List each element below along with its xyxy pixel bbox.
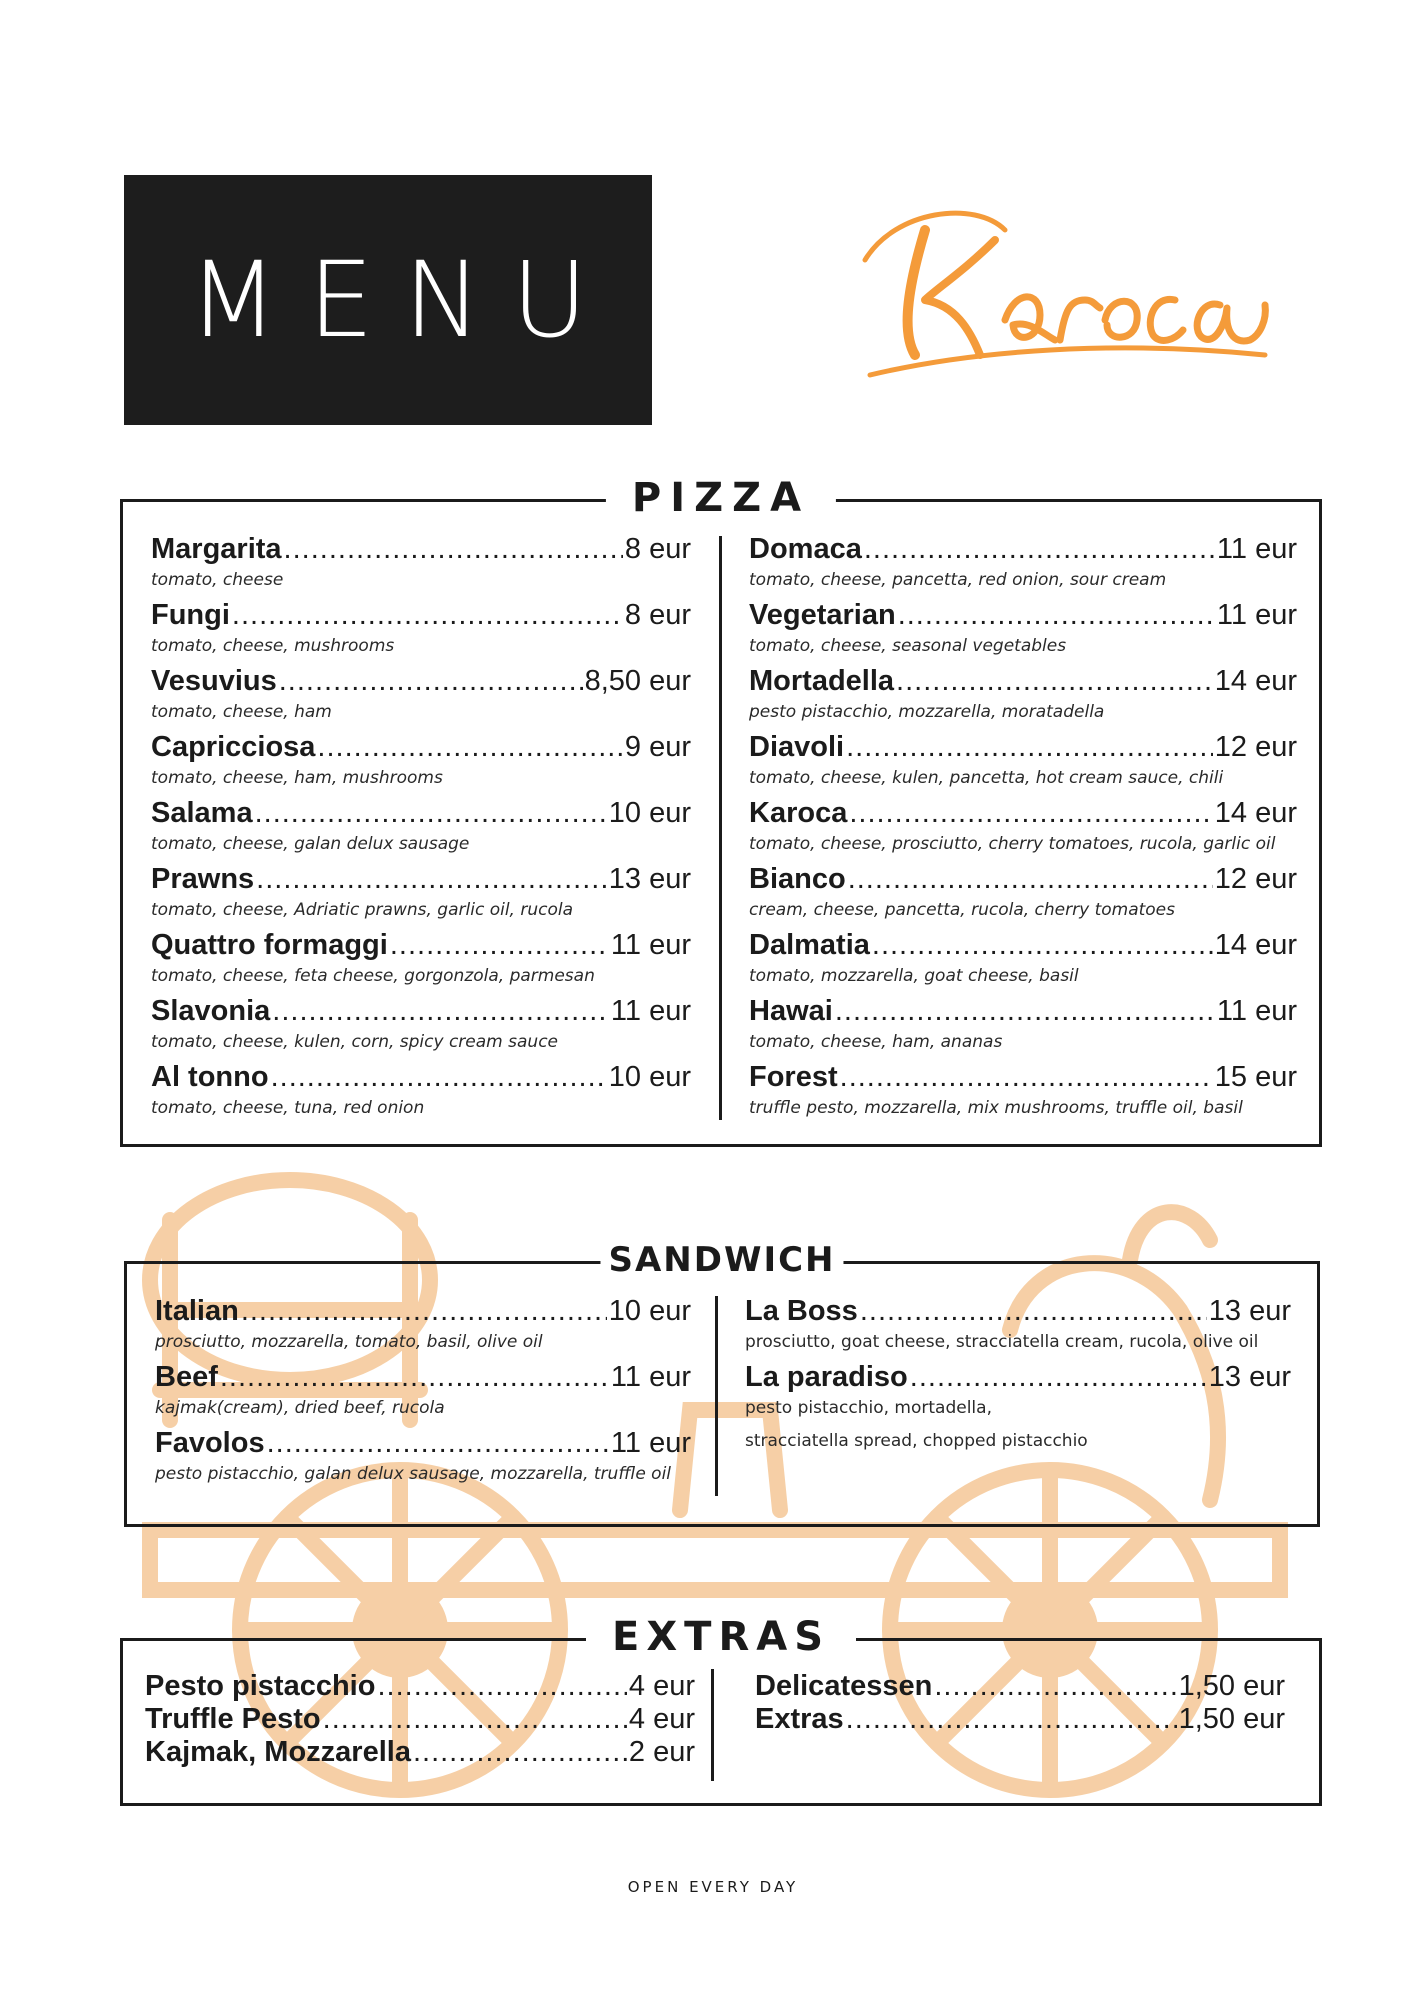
column-divider [711,1669,714,1781]
item-price: 11 eur [1216,599,1297,631]
extra-item-delicatessen [755,1669,1285,1703]
item-description: tomato, cheese, kulen, corn, spicy cream sauce [151,1032,558,1052]
menu-item-mortadella [749,664,1297,723]
item-name: Mortadella [749,665,895,697]
item-price: 10 eur [608,1295,691,1327]
item-price: 4 eur [628,1703,695,1735]
item-description: truffle pesto, mozzarella, mix mushrooms, truffle oil, basil [749,1098,1243,1118]
item-price: 11 eur [610,995,691,1027]
menu-item-diavoli [749,730,1297,789]
item-name: Margarita [151,533,282,565]
item-description: tomato, mozzarella, goat cheese, basil [749,966,1079,986]
dot-leader [271,1060,607,1094]
menu-item-hawai [749,994,1297,1053]
menu-item-vegetarian [749,598,1297,657]
dot-leader [934,1669,1176,1703]
menu-title-block [124,175,652,425]
item-description: tomato, cheese [151,570,284,590]
dot-leader [255,796,607,830]
item-name: Prawns [151,863,255,895]
dot-leader [317,730,622,764]
menu-item-italian [155,1294,691,1353]
item-description: tomato, cheese, prosciutto, cherry tomatoes, rucola, garlic oil [749,834,1276,854]
dot-leader [896,664,1213,698]
item-name: Extras [755,1703,844,1735]
item-price: 1,50 eur [1178,1703,1285,1735]
item-price: 2 eur [628,1736,695,1768]
menu-item-prawns [151,862,691,921]
item-description: pesto pistacchio, mozzarella, moratadella [749,702,1105,722]
dot-leader [860,1294,1207,1328]
dot-leader [849,796,1212,830]
item-description: tomato, cheese, galan delux sausage [151,834,470,854]
dot-leader [284,532,623,566]
item-price: 13 eur [1208,1295,1291,1327]
extra-item-pesto-pistacchio [145,1669,695,1703]
item-name: Domaca [749,533,862,565]
item-price: 1,50 eur [1178,1670,1285,1702]
menu-item-capricciosa [151,730,691,789]
item-price: 10 eur [608,1061,691,1093]
dot-leader [267,1426,609,1460]
item-name: Truffle Pesto [145,1703,321,1735]
item-name: Favolos [155,1427,265,1459]
item-name: Al tonno [151,1061,269,1093]
dot-leader [279,664,583,698]
item-name: Vegetarian [749,599,896,631]
item-name: Capricciosa [151,731,316,763]
item-description: tomato, cheese, ham, mushrooms [151,768,443,788]
menu-item-fungi [151,598,691,657]
menu-item-la-paradiso [745,1360,1291,1452]
item-price: 13 eur [608,863,691,895]
dot-leader [848,862,1213,896]
item-price: 11 eur [1216,533,1297,565]
item-name: Dalmatia [749,929,870,961]
menu-item-margarita [151,532,691,591]
dot-leader [241,1294,607,1328]
item-description: tomato, cheese, tuna, red onion [151,1098,425,1118]
item-name: Quattro formaggi [151,929,388,961]
menu-item-beef [155,1360,691,1419]
item-description: pesto pistacchio, mortadella, [745,1398,992,1418]
sandwich-section [124,1240,1320,1527]
dot-leader [256,862,607,896]
menu-item-favolos [155,1426,691,1485]
item-description: kajmak(cream), dried beef, rucola [155,1398,445,1418]
column-divider [719,536,722,1120]
dot-leader [846,730,1213,764]
dot-leader [390,928,609,962]
item-name: Slavonia [151,995,271,1027]
extra-item-truffle-pesto [145,1702,695,1736]
dot-leader [377,1669,626,1703]
dot-leader [272,994,609,1028]
item-name: Delicatessen [755,1670,933,1702]
dot-leader [846,1702,1177,1736]
item-name: Forest [749,1061,838,1093]
item-price: 14 eur [1214,797,1297,829]
item-name: La Boss [745,1295,858,1327]
item-price: 12 eur [1214,863,1297,895]
item-price: 15 eur [1214,1061,1297,1093]
item-description: tomato, cheese, ham [151,702,332,722]
item-name: La paradiso [745,1361,908,1393]
item-price: 4 eur [628,1670,695,1702]
extras-section [120,1614,1322,1806]
item-name: Hawai [749,995,833,1027]
item-description: tomato, cheese, pancetta, red onion, sour cream [749,570,1167,590]
menu-title: MENU [188,239,618,361]
item-price: 8 eur [624,599,691,631]
item-price: 10 eur [608,797,691,829]
dot-leader [840,1060,1213,1094]
item-name: Beef [155,1361,218,1393]
dot-leader [864,532,1215,566]
footer-opening-hours: OPEN EVERY DAY [627,1878,799,1896]
extras-title: EXTRAS [586,1615,856,1659]
item-price: 13 eur [1208,1361,1291,1393]
dot-leader [835,994,1215,1028]
item-price: 8,50 eur [584,665,691,697]
dot-leader [898,598,1215,632]
item-description: tomato, cheese, mushrooms [151,636,395,656]
item-name: Bianco [749,863,846,895]
menu-item-karoca [749,796,1297,855]
item-description: tomato, cheese, feta cheese, gorgonzola, parmesan [151,966,595,986]
menu-item-salama [151,796,691,855]
item-price: 8 eur [624,533,691,565]
item-description: tomato, cheese, Adriatic prawns, garlic oil, rucola [151,900,574,920]
item-price: 12 eur [1214,731,1297,763]
item-name: Pesto pistacchio [145,1670,376,1702]
menu-item-la-boss [745,1294,1291,1353]
item-price: 11 eur [610,929,691,961]
item-name: Diavoli [749,731,845,763]
menu-item-domaca [749,532,1297,591]
item-price: 11 eur [1216,995,1297,1027]
item-description: tomato, cheese, ham, ananas [749,1032,1003,1052]
dot-leader [323,1702,627,1736]
pizza-section [120,475,1322,1147]
item-price: 14 eur [1214,929,1297,961]
sandwich-title: SANDWICH [600,1238,843,1282]
item-description: tomato, cheese, seasonal vegetables [749,636,1067,656]
item-name: Fungi [151,599,230,631]
item-description: tomato, cheese, kulen, pancetta, hot cream sauce, chili [749,768,1224,788]
column-divider [715,1296,718,1496]
item-name: Karoca [749,797,848,829]
item-description: cream, cheese, pancetta, rucola, cherry tomatoes [749,900,1175,920]
item-name: Salama [151,797,253,829]
item-name: Italian [155,1295,239,1327]
item-description: prosciutto, mozzarella, tomato, basil, olive oil [155,1332,543,1352]
extra-item-extras [755,1702,1285,1736]
item-name: Kajmak, Mozzarella [145,1736,411,1768]
dot-leader [910,1360,1207,1394]
dot-leader [232,598,623,632]
item-description: prosciutto, goat cheese, stracciatella cream, rucola, olive oil [745,1332,1259,1352]
item-price: 14 eur [1214,665,1297,697]
menu-item-al-tonno [151,1060,691,1119]
menu-item-slavonia [151,994,691,1053]
karoca-logo [855,190,1275,390]
item-name: Vesuvius [151,665,277,697]
dot-leader [413,1735,627,1769]
menu-item-bianco [749,862,1297,921]
item-description: pesto pistacchio, galan delux sausage, mozzarella, truffle oil [155,1464,672,1484]
dot-leader [872,928,1213,962]
dot-leader [220,1360,609,1394]
menu-item-dalmatia [749,928,1297,987]
item-price: 9 eur [624,731,691,763]
pizza-title: PIZZA [606,476,836,520]
item-price: 11 eur [610,1427,691,1459]
extra-item-kajmak-mozzarella [145,1735,695,1769]
item-description-line-2: stracciatella spread, chopped pistacchio [745,1431,1088,1451]
menu-item-vesuvius [151,664,691,723]
menu-item-forest [749,1060,1297,1119]
menu-item-quattro-formaggi [151,928,691,987]
item-price: 11 eur [610,1361,691,1393]
